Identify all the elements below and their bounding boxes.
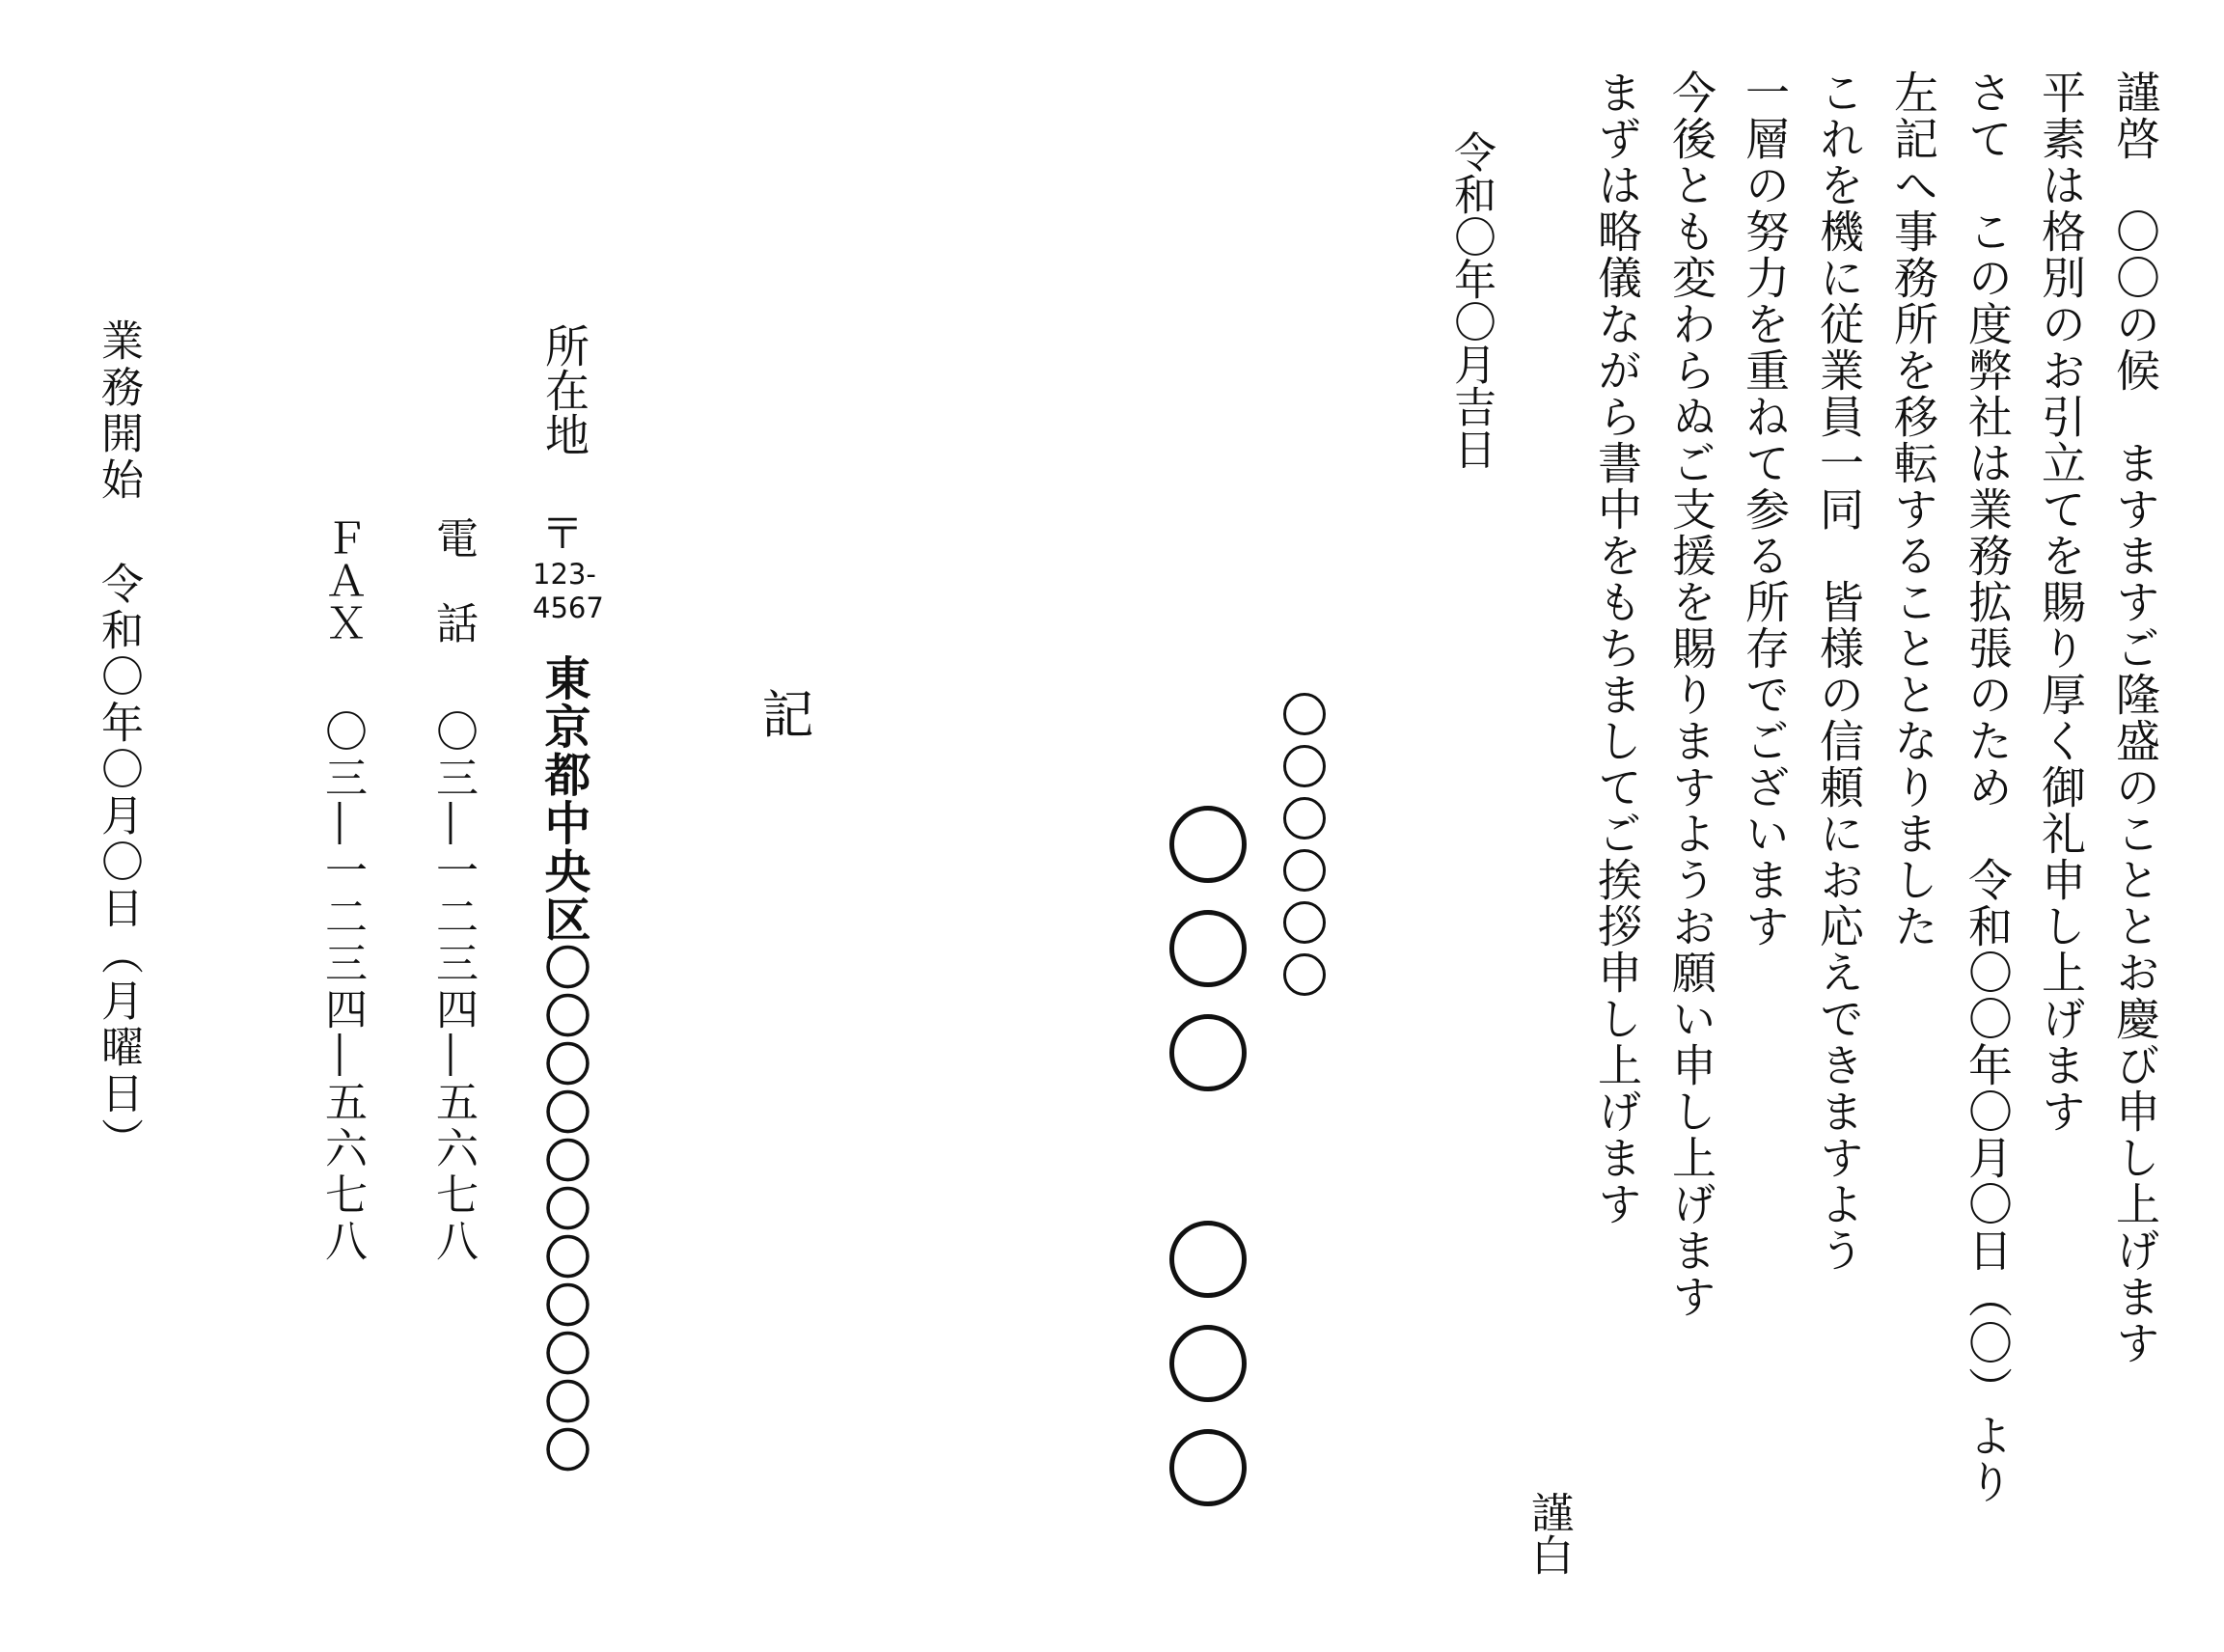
phone-value: 〇三―一二三四―五六七八	[428, 709, 478, 1265]
address-label: 所在地	[538, 323, 590, 456]
letter-closing: 謹白	[1524, 1491, 1573, 1576]
business-start-date: 令和〇年〇月〇日（月曜日）	[94, 562, 143, 1164]
circle-glyph	[1169, 1014, 1247, 1091]
fax-value: 〇三―一二三四―五六七八	[317, 709, 367, 1265]
representative-surname-placeholder	[1169, 806, 1247, 1118]
circle-glyph	[1169, 1221, 1247, 1298]
letter-line-2: さて この度弊社は業務拡張のため 令和〇〇年〇月〇日（〇）より	[1962, 69, 2014, 1505]
fax-label: ＦＡＸ	[317, 516, 367, 644]
letter-line-1: 平素は格別のお引立てを賜り厚く御礼申し上げます	[2035, 69, 2087, 1135]
business-start-label: 業務開始	[94, 318, 143, 504]
circle-glyph	[1283, 693, 1326, 735]
phone-label: 電 話	[428, 516, 478, 644]
circle-glyph	[1283, 797, 1326, 840]
address-value: 東京都中央区〇〇〇〇〇〇〇〇〇〇〇	[536, 654, 590, 1474]
circle-glyph	[1169, 806, 1247, 883]
letter-line-7: まずは略儀ながら書中をもちましてご挨拶申し上げます	[1591, 69, 1643, 1227]
letter-line-3: 左記へ事務所を移転することとなりました	[1887, 69, 1939, 950]
postal-code: 123-4567	[533, 558, 604, 625]
circle-glyph	[1169, 1325, 1247, 1402]
letter-opening: 謹啓 〇〇の候 ますますご隆盛のこととお慶び申し上げます	[2109, 69, 2161, 1366]
letter-line-4: これを機に従業員一同 皆様の信頼にお応えできますよう	[1813, 69, 1865, 1274]
postal-mark-icon: 〒	[541, 509, 584, 559]
letter-date: 令和〇年〇月吉日	[1446, 130, 1496, 470]
circle-glyph	[1283, 901, 1326, 944]
circle-glyph	[1283, 849, 1326, 892]
circle-glyph	[1169, 910, 1247, 987]
details-heading: 記	[754, 687, 814, 739]
company-name-placeholder	[1283, 693, 1326, 1005]
circle-glyph	[1283, 953, 1326, 996]
letter-line-6: 今後とも変わらぬご支援を賜りますようお願い申し上げます	[1665, 69, 1717, 1320]
representative-given-name-placeholder	[1169, 1221, 1247, 1533]
letter-line-5: 一層の努力を重ねて参る所存でございます	[1739, 69, 1791, 950]
circle-glyph	[1283, 745, 1326, 787]
postal-code-block	[533, 509, 604, 625]
circle-glyph	[1169, 1429, 1247, 1506]
